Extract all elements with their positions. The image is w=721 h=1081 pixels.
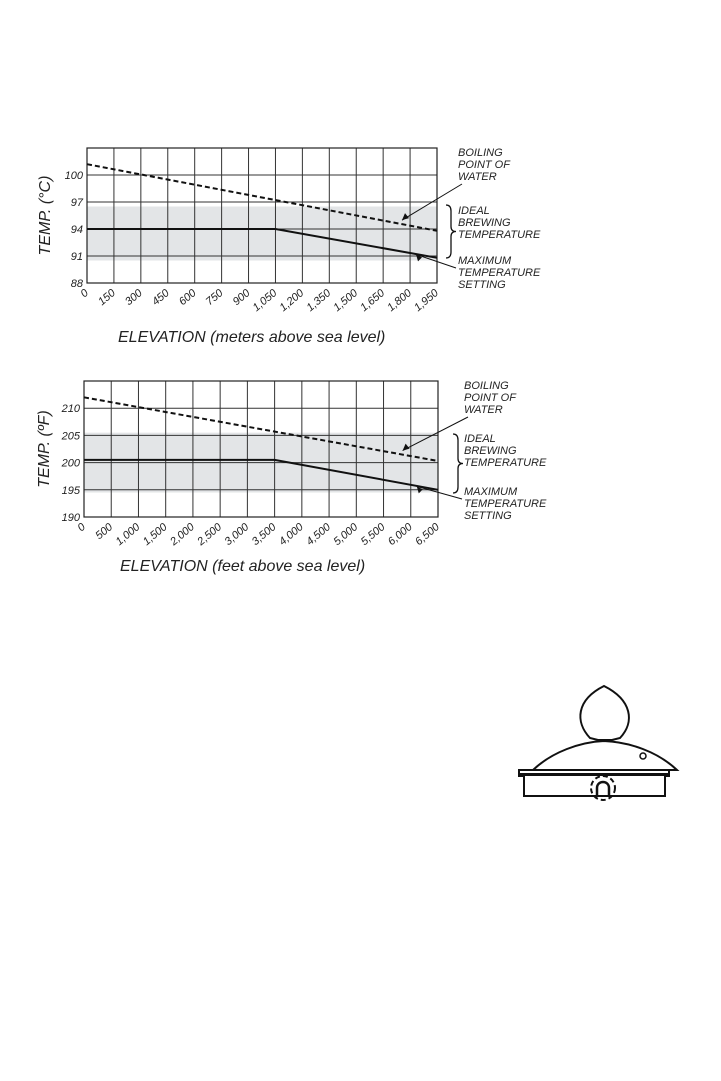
- boiling-point-annotation: WATER: [458, 171, 497, 183]
- ideal-band-bracket: [453, 434, 463, 493]
- x-tick-label: 1,650: [358, 287, 388, 314]
- ideal-band: [87, 207, 437, 261]
- y-tick-label: 94: [70, 224, 83, 236]
- x-tick-label: 150: [96, 287, 118, 309]
- max-temperature-annotation: SETTING: [464, 510, 512, 522]
- x-tick-label: 2,000: [168, 521, 197, 548]
- chart-celsius: [37, 147, 541, 346]
- x-tick-label: 4,500: [304, 521, 334, 548]
- x-tick-label: 500: [93, 521, 116, 543]
- ideal-band-annotation: BREWING: [458, 217, 511, 229]
- x-tick-label: 3,000: [222, 521, 252, 548]
- y-tick-label: 91: [70, 251, 83, 263]
- y-tick-label: 190: [61, 512, 80, 524]
- x-tick-label: 1,500: [140, 521, 170, 548]
- chart-fahrenheit: [36, 380, 547, 575]
- y-tick-label: 100: [64, 170, 83, 182]
- x-tick-label: 6,000: [385, 521, 415, 548]
- x-tick-label: 450: [149, 287, 172, 309]
- x-tick-label: 1,050: [250, 287, 280, 314]
- boiling-point-annotation: BOILING: [464, 380, 509, 392]
- boiling-point-annotation: POINT OF: [464, 392, 516, 404]
- ideal-band-annotation: TEMPERATURE: [464, 457, 547, 469]
- ideal-band-annotation: TEMPERATURE: [458, 229, 541, 241]
- max-temperature-annotation: SETTING: [458, 279, 506, 291]
- x-axis-label: ELEVATION (feet above sea level): [120, 558, 366, 575]
- x-tick-label: 900: [230, 287, 253, 309]
- y-tick-label: 88: [70, 278, 83, 290]
- x-tick-label: 2,500: [195, 521, 225, 548]
- x-tick-label: 5,000: [331, 521, 361, 548]
- max-temperature-annotation: MAXIMUM: [458, 255, 512, 267]
- boiling-point-annotation: BOILING: [458, 147, 503, 159]
- max-temperature-annotation: TEMPERATURE: [464, 498, 547, 510]
- x-tick-label: 3,500: [249, 521, 279, 548]
- max-temperature-annotation: TEMPERATURE: [458, 267, 541, 279]
- boiling-point-annotation: WATER: [464, 404, 503, 416]
- x-axis-label: ELEVATION (meters above sea level): [118, 329, 386, 346]
- x-tick-label: 1,800: [385, 287, 415, 314]
- ideal-band-annotation: IDEAL: [464, 433, 496, 445]
- boiling-point-annotation: POINT OF: [458, 159, 510, 171]
- y-tick-label: 200: [61, 457, 80, 470]
- y-axis-label: TEMP. (°C): [37, 175, 54, 256]
- ideal-band-bracket: [446, 205, 456, 258]
- x-tick-label: 1,950: [412, 287, 441, 314]
- x-tick-label: 4,000: [276, 521, 306, 548]
- kettle-lid-icon: [519, 686, 677, 800]
- y-tick-label: 97: [70, 197, 83, 209]
- x-tick-label: 0: [75, 521, 88, 535]
- x-tick-label: 1,200: [277, 287, 307, 314]
- y-axis-label: TEMP. (ºF): [36, 410, 53, 488]
- y-tick-label: 210: [61, 403, 80, 416]
- x-tick-label: 5,500: [358, 521, 388, 548]
- x-tick-label: 300: [122, 287, 145, 309]
- x-tick-label: 600: [176, 287, 199, 309]
- x-tick-label: 1,500: [331, 287, 361, 314]
- x-tick-label: 1,000: [113, 521, 143, 548]
- x-tick-label: 750: [203, 287, 226, 309]
- x-tick-label: 1,350: [304, 287, 334, 314]
- y-tick-label: 205: [61, 430, 80, 443]
- max-temperature-annotation: MAXIMUM: [464, 486, 518, 498]
- ideal-band-annotation: IDEAL: [458, 205, 490, 217]
- ideal-band-annotation: BREWING: [464, 445, 517, 457]
- x-tick-label: 0: [78, 287, 91, 301]
- y-tick-label: 195: [61, 484, 80, 497]
- x-tick-label: 6,500: [413, 521, 442, 548]
